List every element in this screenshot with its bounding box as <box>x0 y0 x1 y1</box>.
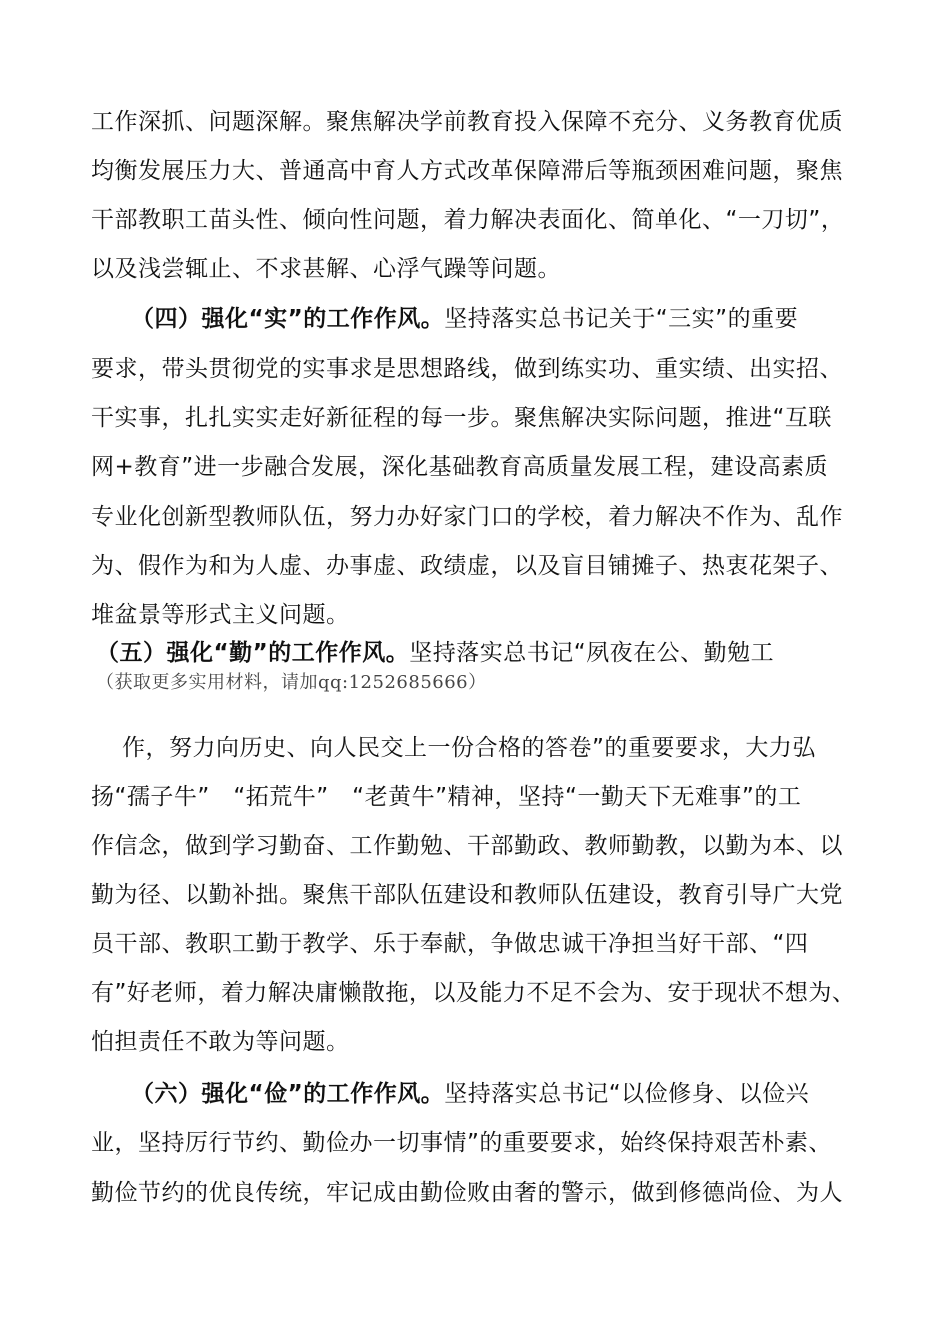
paragraph-line: 网+教育”进一步融合发展，深化基础教育高质量发展工程，建设高素质 <box>91 454 829 480</box>
paragraph-text: 坚持落实总书记“以俭修身、以俭兴 <box>444 1081 810 1107</box>
paragraph-line: 勤为径、以勤补拙。聚焦干部队伍建设和教师队伍建设，教育引导广大党 <box>91 882 843 908</box>
paragraph-text: 坚持落实总书记关于“三实”的重要 <box>444 306 799 332</box>
paragraph-text: 坚持落实总书记“夙夜在公、勤勉工 <box>409 640 775 666</box>
paragraph-line: 为、假作为和为人虚、办事虚、政绩虚，以及盲目铺摊子、热衷花架子、 <box>91 553 843 579</box>
paragraph-line: 作，努力向历史、向人民交上一份合格的答卷”的重要要求，大力弘 <box>122 735 816 761</box>
section-heading-shi: （四）强化“实”的工作作风。 <box>131 306 445 332</box>
paragraph-line: 有”好老师，着力解决庸懒散拖，以及能力不足不会为、安于现状不想为、 <box>91 980 856 1006</box>
section-heading-qin: （五）强化“勤”的工作作风。 <box>96 640 410 666</box>
paragraph-line: 以及浅尝辄止、不求甚解、心浮气躁等问题。 <box>91 256 561 282</box>
paragraph-line: 堆盆景等形式主义问题。 <box>91 602 350 628</box>
paragraph-first-line <box>96 638 871 668</box>
paragraph-line: 干部教职工苗头性、倾向性问题，着力解决表面化、简单化、“一刀切”， <box>91 207 845 233</box>
paragraph-line: 勤俭节约的优良传统，牢记成由勤俭败由奢的警示，做到修德尚俭、为人 <box>91 1180 843 1206</box>
paragraph-line: 工作深抓、问题深解。聚焦解决学前教育投入保障不充分、义务教育优质 <box>91 109 843 135</box>
paragraph-line: 扬“孺子牛” “拓荒牛” “老黄牛”精神，坚持“一勤天下无难事”的工 <box>91 784 802 810</box>
paragraph-line: 怕担责任不敢为等问题。 <box>91 1029 350 1055</box>
paragraph-line: 要求，带头贯彻党的实事求是思想路线，做到练实功、重实绩、出实招、 <box>91 356 843 382</box>
paragraph-line: 业，坚持厉行节约、勤俭办一切事情”的重要要求，始终保持艰苦朴素、 <box>91 1130 832 1156</box>
paragraph-line: 专业化创新型教师队伍，努力办好家门口的学校，着力解决不作为、乱作 <box>91 504 843 530</box>
section-heading-jian: （六）强化“俭”的工作作风。 <box>131 1081 445 1107</box>
paragraph-line: 员干部、教职工勤于教学、乐于奉献，争做忠诚干净担当好干部、“四 <box>91 931 809 957</box>
paragraph-line: 均衡发展压力大、普通高中育人方式改革保障滞后等瓶颈困难问题，聚焦 <box>91 158 843 184</box>
paragraph-first-line <box>131 1079 871 1109</box>
paragraph-first-line <box>131 304 871 334</box>
watermark-note: （获取更多实用材料，请加qq:1252685666） <box>96 672 487 693</box>
paragraph-line: 作信念，做到学习勤奋、工作勤勉、干部勤政、教师勤教，以勤为本、以 <box>91 833 843 859</box>
paragraph-line: 干实事，扎扎实实走好新征程的每一步。聚焦解决实际问题，推进“互联 <box>91 405 832 431</box>
